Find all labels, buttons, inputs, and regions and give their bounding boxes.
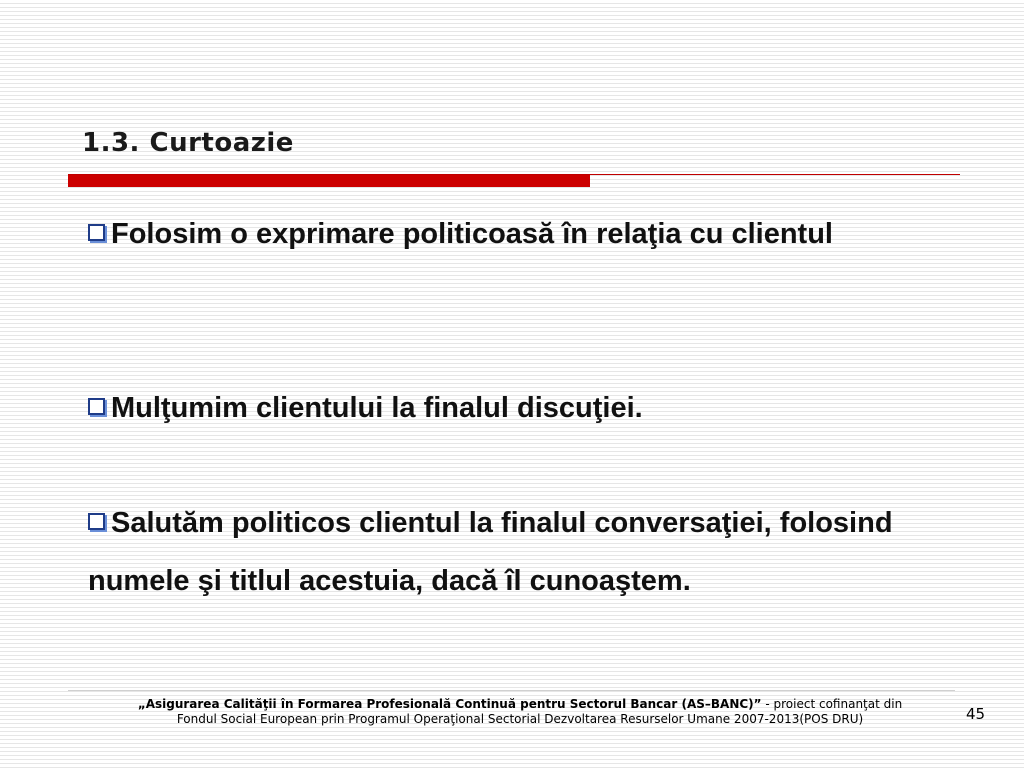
bullet-item	[88, 205, 938, 263]
footer-divider	[68, 690, 955, 691]
footer-text	[100, 697, 940, 727]
page-number: 45	[966, 705, 986, 723]
checkbox-square-icon	[88, 513, 105, 530]
bullet-item	[88, 379, 938, 437]
bullet-text: Salutăm politicos clientul la finalul conversaţiei, folosind numele şi titlul acestuia, dacă îl cunoaştem.	[88, 507, 893, 597]
checkbox-square-icon	[88, 398, 105, 415]
footer-program-text: Fondul Social European prin Programul Operaţional Sectorial Dezvoltarea Resurselor Umane 2007-2013(POS DRU)	[176, 712, 864, 726]
checkbox-square-icon	[88, 224, 105, 241]
footer-cofinance-text: - proiect cofinanţat din	[761, 697, 903, 711]
slide-title: 1.3. Curtoazie	[82, 128, 294, 158]
title-divider-bar	[68, 175, 590, 187]
bullet-item	[88, 494, 938, 610]
project-name: „Asigurarea Calităţii în Formarea Profesională Continuă pentru Sectorul Bancar (AS–BANC)”	[137, 697, 762, 711]
bullet-text: Folosim o exprimare politicoasă în relaţia cu clientul	[111, 218, 833, 250]
bullet-text: Mulţumim clientului la finalul discuţiei.	[111, 392, 643, 424]
